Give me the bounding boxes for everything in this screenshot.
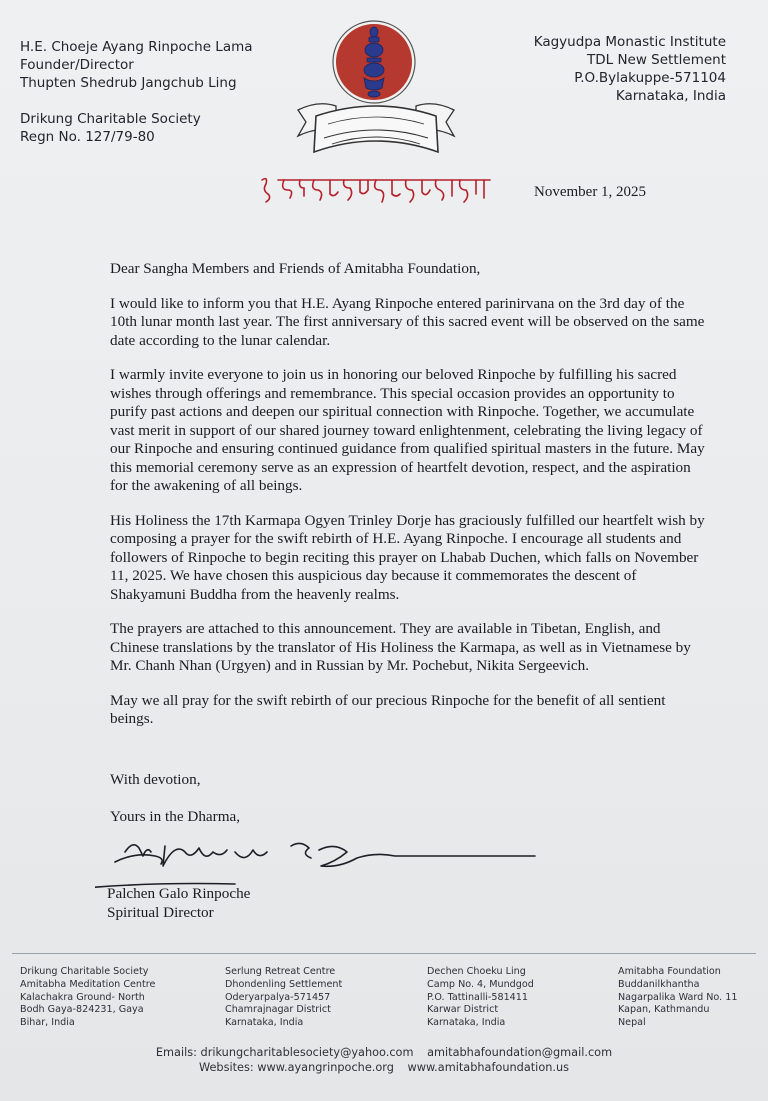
society-registration: Regn No. 127/79-80 <box>20 129 155 145</box>
footer-line: Bihar, India <box>20 1017 75 1029</box>
paragraph: His Holiness the 17th Karmapa Ogyen Trinley Dorje has graciously fulfilled our heartfelt wish by composing a prayer for the swift rebirth of H.E. Ayang Rinpoche. I encourage all students and followers of Rinpoche to begin reciting this prayer on Lhabab Duchen, which falls on November 11, 2025. We have chosen this auspicious day because it commemorates the descent of Shakyamuni Buddha from the heavenly realms. <box>110 511 705 603</box>
signer-block <box>107 884 250 922</box>
website-link[interactable]: www.ayangrinpoche.org <box>257 1061 394 1074</box>
footer-address-amitabha <box>618 966 737 1030</box>
institute-state: Karnataka, India <box>615 88 726 104</box>
footer-line: Dechen Choeku Ling <box>427 966 526 977</box>
closing-block <box>110 771 240 826</box>
footer-line: Camp No. 4, Mundgod <box>427 978 534 990</box>
institute-name: Kagyudpa Monastic Institute <box>533 34 726 50</box>
footer-line: Bodh Gaya-824231, Gaya <box>20 1004 144 1016</box>
websites-label: Websites: <box>198 1061 254 1074</box>
paragraph: I warmly invite everyone to join us in honoring our beloved Rinpoche by fulfilling his sacred wishes through offerings and remembrance. This special occasion provides an opportunity to purify past actions and deepen our spiritual connection with Rinpoche. Together, we accumulate vast merit in support of our shared journey toward enlightenment, celebrating the living legacy of our Rinpoche and ensuring continued guidance from qualified spiritual masters in the future. May this memorial ceremony serve as an expression of heartfelt devotion, respect, and the aspiration for the awakening of all beings. <box>110 366 705 494</box>
header-right-address <box>534 33 726 105</box>
founder-name: H.E. Choeje Ayang Rinpoche Lama <box>20 39 253 55</box>
paragraph: The prayers are attached to this announcement. They are available in Tibetan, English, and Chinese translations by the translator of His Holiness the Karmapa, as well as in Vietnamese by Mr. Chanh Nhan (Urgyen) and in Russian by Mr. Pochebut, Nikita Sergeevich. <box>110 620 691 674</box>
footer-line: Buddanilkhantha <box>618 978 700 990</box>
footer-line: Serlung Retreat Centre <box>225 966 336 977</box>
footer-divider <box>12 953 756 954</box>
footer-address-dechen <box>427 966 534 1030</box>
founder-role: Founder/Director <box>20 57 134 73</box>
footer-line: Karnataka, India <box>225 1017 304 1029</box>
monastery-emblem-seal <box>288 20 464 170</box>
institute-po: P.O.Bylakuppe-571104 <box>574 70 726 86</box>
websites-line <box>0 1060 768 1075</box>
footer-line: Amitabha Foundation <box>618 966 721 977</box>
tibetan-script-logo <box>258 172 498 208</box>
footer-line: Drikung Charitable Society <box>20 966 149 977</box>
footer-line: Karwar District <box>427 1004 499 1016</box>
footer-address-serlung <box>225 966 342 1030</box>
paragraph: May we all pray for the swift rebirth of our precious Rinpoche for the benefit of all sentient beings. <box>110 691 666 727</box>
letter-date: November 1, 2025 <box>534 184 647 200</box>
footer-line: Karnataka, India <box>427 1017 506 1029</box>
footer-line: Nepal <box>618 1017 646 1029</box>
paragraph: I would like to inform you that H.E. Ayang Rinpoche entered parinirvana on the 3rd day of the 10th lunar month last year. The first anniversary of this sacred event will be observed on the same date according to the lunar calendar. <box>110 294 705 349</box>
footer-line: Kapan, Kathmandu <box>618 1004 710 1016</box>
footer-address-bodhgaya <box>20 966 155 1030</box>
footer-line: Oderyarpalya-571457 <box>225 991 331 1003</box>
footer-line: Kalachakra Ground- North <box>20 991 145 1003</box>
footer-line: Nagarpalika Ward No. 11 <box>618 991 738 1003</box>
email-link[interactable]: drikungcharitablesociety@yahoo.com <box>200 1046 414 1059</box>
founder-institution: Thupten Shedrub Jangchub Ling <box>20 75 237 91</box>
footer-line: Chamrajnagar District <box>225 1004 331 1016</box>
signer-title: Spiritual Director <box>107 904 214 921</box>
footer-line: Dhondenling Settlement <box>225 978 343 990</box>
footer-line: P.O. Tattinalli-581411 <box>427 991 528 1003</box>
salutation: Dear Sangha Members and Friends of Amitabha Foundation, <box>110 260 481 277</box>
institute-settlement: TDL New Settlement <box>586 52 726 68</box>
website-link[interactable]: www.amitabhafoundation.us <box>407 1061 570 1074</box>
closing-dharma: Yours in the Dharma, <box>110 807 241 825</box>
closing-devotion: With devotion, <box>110 771 201 788</box>
letter-body <box>110 260 710 745</box>
footer-contacts <box>0 1045 768 1075</box>
emails-line <box>0 1045 768 1060</box>
header-left-address <box>20 38 253 146</box>
email-link[interactable]: amitabhafoundation@gmail.com <box>427 1046 613 1059</box>
emails-label: Emails: <box>155 1046 197 1059</box>
society-name: Drikung Charitable Society <box>20 111 201 127</box>
signer-name: Palchen Galo Rinpoche <box>107 885 251 902</box>
footer-line: Amitabha Meditation Centre <box>20 978 156 990</box>
